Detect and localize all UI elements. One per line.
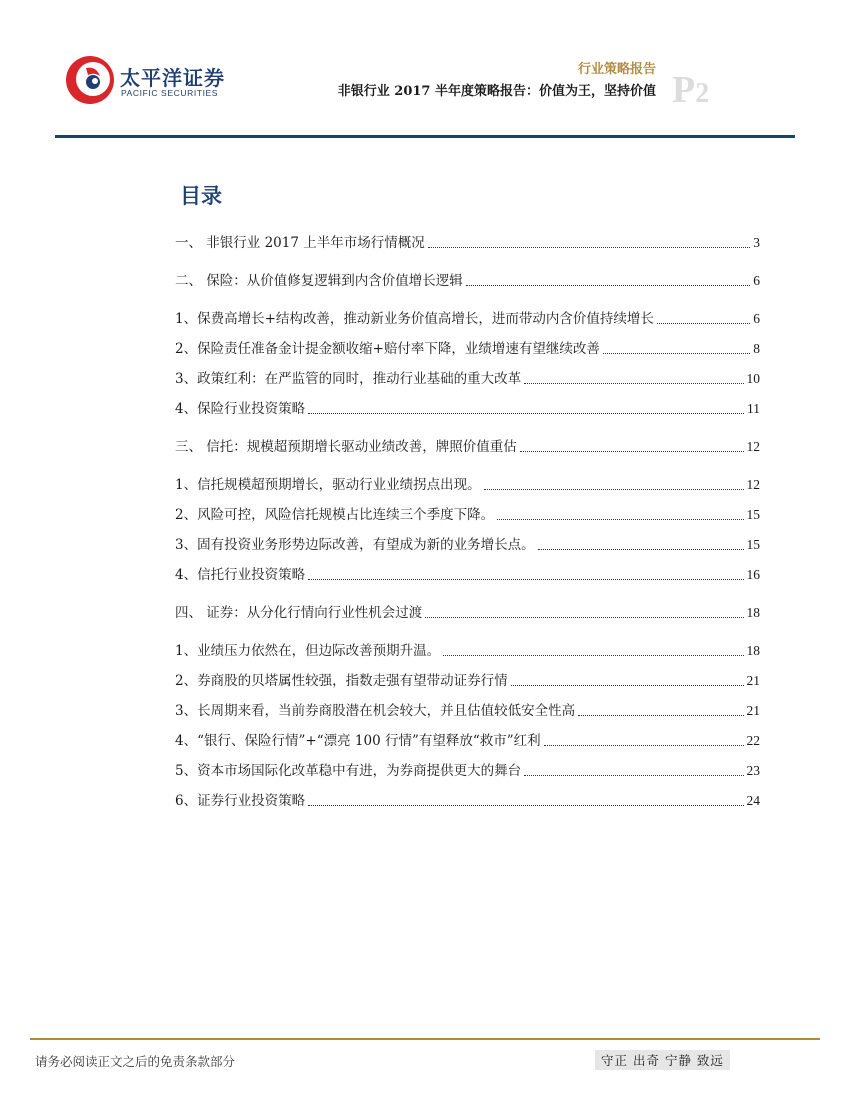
toc-entry[interactable] <box>175 399 760 419</box>
toc-entry-text: 5、资本市场国际化改革稳中有进，为券商提供更大的舞台 <box>175 763 522 779</box>
toc-entry[interactable] <box>175 505 760 525</box>
brand-name-cn: 太平洋证券 <box>120 66 225 90</box>
toc-entry-page: 12 <box>746 477 760 492</box>
toc-entry[interactable] <box>175 437 760 457</box>
footer-motto: 守正 出奇 宁静 致远 <box>595 1050 730 1070</box>
toc-leader <box>497 519 743 520</box>
toc-entry[interactable] <box>175 475 760 495</box>
toc-entry-text: 四、 证券：从分化行情向行业性机会过渡 <box>175 605 423 621</box>
toc-entry[interactable] <box>175 761 760 781</box>
toc-entry-page: 11 <box>747 401 760 416</box>
toc-entry-page: 15 <box>746 507 760 522</box>
toc-entry[interactable] <box>175 641 760 661</box>
toc-entry-page: 8 <box>753 341 760 356</box>
toc-entry-text: 一、 非银行业 2017 上半年市场行情概况 <box>175 235 425 251</box>
toc-entry-page: 18 <box>746 605 760 620</box>
toc-leader <box>484 489 744 490</box>
page-badge-letter: P <box>672 69 696 111</box>
report-type-label: 行业策略报告 <box>577 62 656 77</box>
toc-entry-text: 3、固有投资业务形势边际改善，有望成为新的业务增长点。 <box>175 537 535 553</box>
toc-leader <box>428 247 751 248</box>
toc-leader <box>520 451 744 452</box>
toc-entry-text: 1、信托规模超预期增长，驱动行业业绩拐点出现。 <box>175 477 481 493</box>
toc-leader <box>308 805 743 806</box>
toc-leader <box>308 579 743 580</box>
toc-entry-page: 22 <box>746 733 760 748</box>
toc-entry-page: 21 <box>746 703 760 718</box>
toc-entry-text: 二、 保险：从价值修复逻辑到内含价值增长逻辑 <box>175 273 463 289</box>
toc-entry-page: 3 <box>753 235 760 250</box>
toc-leader <box>578 715 743 716</box>
toc-entry-text: 4、“银行、保险行情”+“漂亮 100 行情”有望释放“救市”红利 <box>175 733 541 749</box>
toc-entry[interactable] <box>175 791 760 811</box>
toc-entry[interactable] <box>175 671 760 691</box>
toc-entry-text: 2、风险可控，风险信托规模占比连续三个季度下降。 <box>175 507 495 523</box>
toc-leader <box>443 655 743 656</box>
toc-entry-page: 15 <box>746 537 760 552</box>
toc-entry-page: 21 <box>746 673 760 688</box>
toc-entry[interactable] <box>175 339 760 359</box>
toc-entry-page: 12 <box>746 439 760 454</box>
toc-entry-page: 18 <box>746 643 760 658</box>
toc-entry-text: 1、保费高增长+结构改善，推动新业务价值高增长，进而带动内含价值持续增长 <box>175 311 654 327</box>
toc-entry-page: 10 <box>746 371 760 386</box>
toc-heading: 目录 <box>180 183 222 208</box>
toc-entry-page: 16 <box>746 567 760 582</box>
toc-leader <box>308 413 744 414</box>
toc-leader <box>425 617 743 618</box>
page-number-badge <box>672 70 709 114</box>
toc-entry-page: 24 <box>746 793 760 808</box>
toc-leader <box>603 353 750 354</box>
toc-entry[interactable] <box>175 535 760 555</box>
toc-entry-text: 2、券商股的贝塔属性较强，指数走强有望带动证券行情 <box>175 673 508 689</box>
toc-leader <box>524 383 743 384</box>
toc-entry[interactable] <box>175 271 760 291</box>
toc-leader <box>544 745 744 746</box>
toc-entry[interactable] <box>175 233 760 253</box>
toc-leader <box>538 549 744 550</box>
report-title: 非银行业 2017 半年度策略报告：价值为王，坚持价值 <box>337 84 656 99</box>
footer-disclaimer: 请务必阅读正文之后的免责条款部分 <box>35 1054 236 1069</box>
footer-divider <box>30 1038 820 1040</box>
toc-entry-text: 3、长周期来看，当前券商股潜在机会较大，并且估值较低安全性高 <box>175 703 576 719</box>
toc-entry[interactable] <box>175 603 760 623</box>
toc-entry[interactable] <box>175 309 760 329</box>
toc-entry-text: 4、保险行业投资策略 <box>175 401 306 417</box>
toc-entry[interactable] <box>175 369 760 389</box>
header-divider <box>55 135 795 138</box>
toc-entry-text: 4、信托行业投资策略 <box>175 567 306 583</box>
toc-entry[interactable] <box>175 701 760 721</box>
toc-entry-page: 23 <box>746 763 760 778</box>
pacific-securities-logo-icon <box>60 48 120 108</box>
toc-entry[interactable] <box>175 731 760 751</box>
brand-name-en: PACIFIC SECURITIES <box>121 88 219 98</box>
toc-entry-text: 2、保险责任准备金计提金额收缩+赔付率下降，业绩增速有望继续改善 <box>175 341 600 357</box>
page-badge-number: 2 <box>695 78 710 109</box>
toc-entry-text: 6、证券行业投资策略 <box>175 793 306 809</box>
toc-leader <box>466 285 750 286</box>
toc-entry-text: 三、 信托：规模超预期增长驱动业绩改善，牌照价值重估 <box>175 439 517 455</box>
toc-entry-page: 6 <box>753 273 760 288</box>
toc-leader <box>511 685 744 686</box>
toc-entry-text: 3、政策红利：在严监管的同时，推动行业基础的重大改革 <box>175 371 522 387</box>
toc-leader <box>524 775 743 776</box>
toc-entry[interactable] <box>175 565 760 585</box>
toc-leader <box>657 323 750 324</box>
toc-entry-text: 1、业绩压力依然在，但边际改善预期升温。 <box>175 643 441 659</box>
toc-entry-page: 6 <box>753 311 760 326</box>
